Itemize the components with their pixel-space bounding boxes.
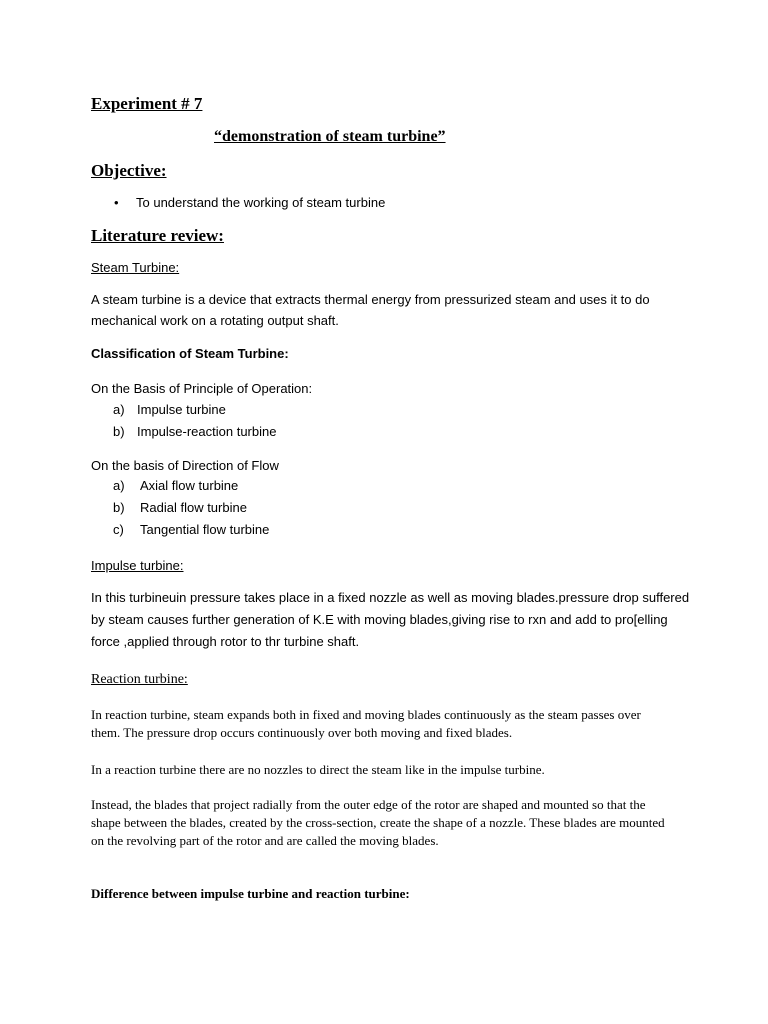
steam-turbine-heading: Steam Turbine: [91, 260, 180, 275]
impulse-heading: Impulse turbine: [91, 558, 184, 573]
objective-text: To understand the working of steam turbine [136, 195, 386, 210]
experiment-heading: Experiment # 7 [91, 94, 203, 113]
classification-heading: Classification of Steam Turbine: [91, 346, 289, 361]
direction-list [113, 475, 269, 541]
objective-bullet [114, 195, 385, 210]
list-item: b) Radial flow turbine [113, 500, 247, 515]
list-item: a) Impulse turbine [113, 402, 226, 417]
steam-turbine-paragraph: A steam turbine is a device that extracts thermal energy from pressurized steam and uses it to do mechanical work on a rotating output shaft. [91, 292, 650, 328]
list-item: c) Tangential flow turbine [113, 522, 270, 537]
list-item: a) Axial flow turbine [113, 478, 239, 493]
reaction-paragraph-2: In a reaction turbine there are no nozzles to direct the steam like in the impulse turbine. [91, 762, 545, 777]
impulse-paragraph: In this turbineuin pressure takes place in a fixed nozzle as well as moving blades.pressure drop suffered by steam causes further generation of K.E with moving blades,giving rise to rxn and add to pro[elling force ,applied through rotor to thr turbine shaft. [91, 590, 690, 649]
principle-heading: On the Basis of Principle of Operation: [91, 381, 313, 396]
literature-heading: Literature review: [91, 226, 224, 245]
bullet-dot-icon: • [114, 195, 119, 210]
principle-list [113, 399, 276, 443]
difference-heading: Difference between impulse turbine and reaction turbine: [91, 886, 410, 901]
list-item: b) Impulse-reaction turbine [113, 424, 277, 439]
reaction-paragraph-3: Instead, the blades that project radially from the outer edge of the rotor are shaped and mounted so that the shape between the blades, created by the cross-section, create the shape of a nozzle. These blades are mounted on the revolving part of the rotor and are called the moving blades. [91, 797, 665, 848]
reaction-paragraph-1: In reaction turbine, steam expands both in fixed and moving blades continuously as the steam passes over them. The pressure drop occurs continuously over both moving and fixed blades. [91, 707, 641, 740]
experiment-title: “demonstration of steam turbine” [214, 128, 446, 145]
reaction-heading: Reaction turbine: [91, 672, 188, 687]
objective-heading: Objective: [91, 161, 167, 180]
direction-heading: On the basis of Direction of Flow [91, 458, 279, 473]
